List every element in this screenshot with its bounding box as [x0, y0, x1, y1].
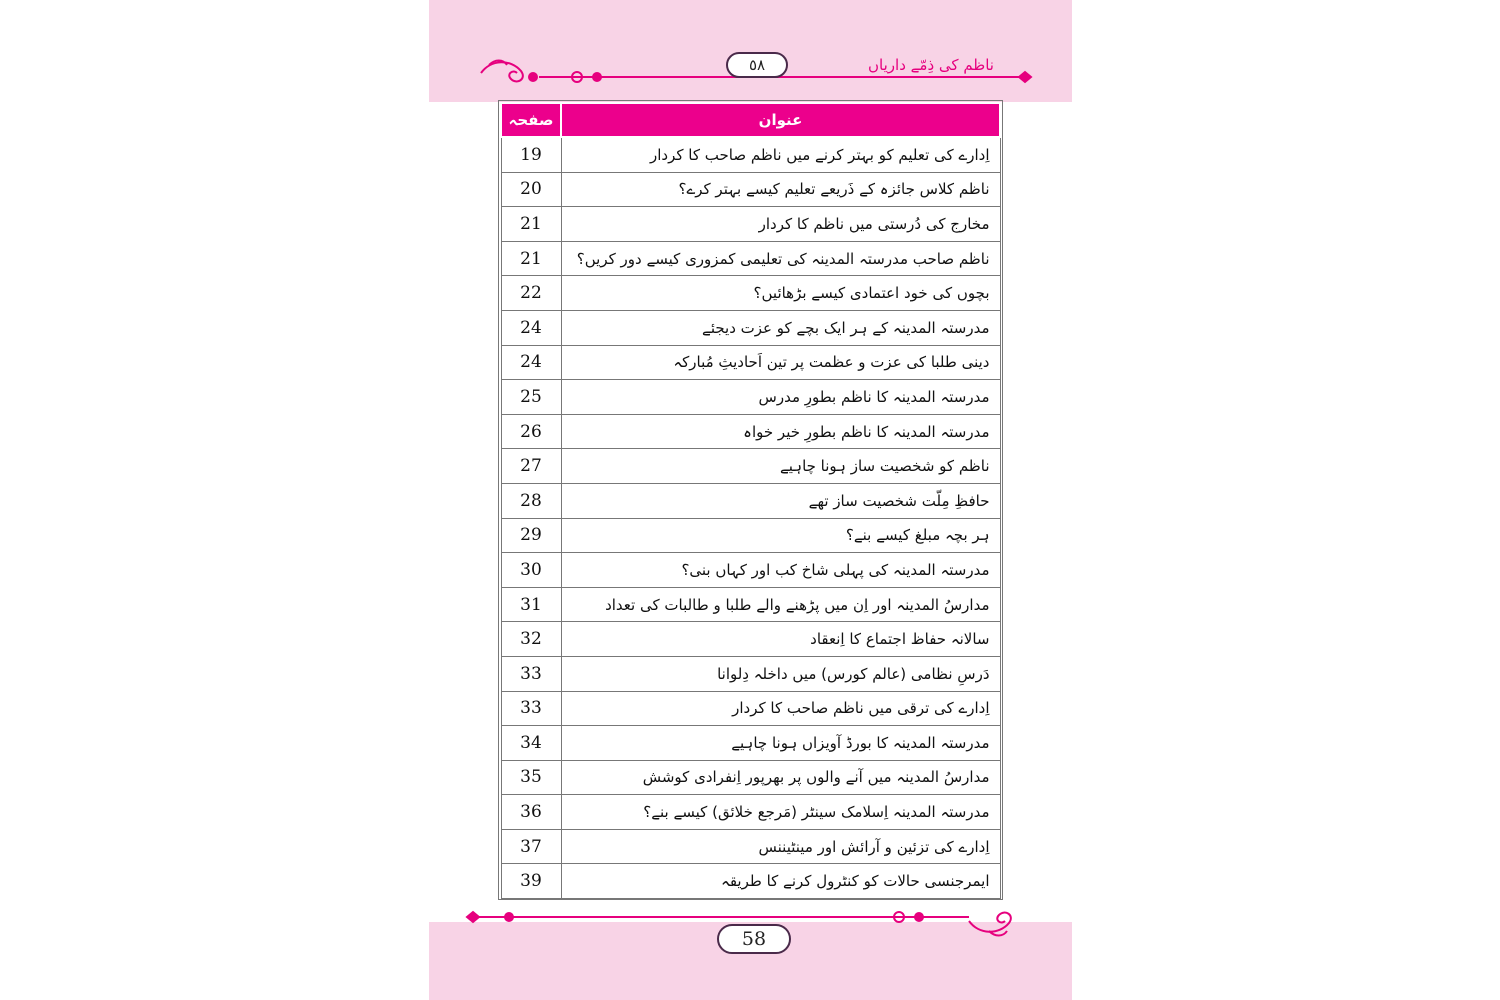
row-page-number: 28	[501, 483, 561, 518]
row-page-number: 35	[501, 760, 561, 795]
row-title: مدرستہ المدینہ کے ہر ایک بچے کو عزت دیجئے	[561, 310, 1000, 345]
row-title: مدرستہ المدینہ کا ناظم بطورِ مدرس	[561, 380, 1000, 415]
row-title: اِدارے کی تعلیم کو بہتر کرنے میں ناظم صاحب کا کردار	[561, 137, 1000, 172]
row-title: دینی طلبا کی عزت و عظمت پر تین اَحادیثِ مُبارکہ	[561, 345, 1000, 380]
table-row	[501, 726, 1000, 761]
row-page-number: 32	[501, 622, 561, 657]
table-row	[501, 656, 1000, 691]
row-title: بچوں کی خود اعتمادی کیسے بڑھائیں؟	[561, 276, 1000, 311]
row-title: ہر بچہ مبلغ کیسے بنے؟	[561, 518, 1000, 553]
row-page-number: 21	[501, 241, 561, 276]
row-page-number: 22	[501, 276, 561, 311]
row-title: اِدارے کی ترقی میں ناظم صاحب کا کردار	[561, 691, 1000, 726]
table-row	[501, 622, 1000, 657]
row-page-number: 39	[501, 864, 561, 899]
row-page-number: 34	[501, 726, 561, 761]
row-page-number: 31	[501, 587, 561, 622]
row-title: ناظم کو شخصیت ساز ہونا چاہیے	[561, 449, 1000, 484]
table-row	[501, 137, 1000, 172]
table-row	[501, 310, 1000, 345]
row-title: ناظم صاحب مدرستہ المدینہ کی تعلیمی کمزوری کیسے دور کریں؟	[561, 241, 1000, 276]
row-page-number: 25	[501, 380, 561, 415]
book-page	[429, 0, 1072, 1000]
row-title: مدارسُ المدینہ میں آنے والوں پر بھرپور اِنفرادی کوشش	[561, 760, 1000, 795]
table-row	[501, 207, 1000, 242]
table-row	[501, 172, 1000, 207]
row-title: مدرستہ المدینہ اِسلامک سینٹر (مَرجع خلائق) کیسے بنے؟	[561, 795, 1000, 830]
table-row	[501, 276, 1000, 311]
row-title: ایمرجنسی حالات کو کنٹرول کرنے کا طریقہ	[561, 864, 1000, 899]
row-title: سالانہ حفاظ اجتماع کا اِنعقاد	[561, 622, 1000, 657]
table-row	[501, 553, 1000, 588]
header-page-number: ٥٨	[726, 52, 788, 78]
row-page-number: 26	[501, 414, 561, 449]
row-page-number: 37	[501, 829, 561, 864]
table-row	[501, 241, 1000, 276]
table-header-row	[501, 103, 1000, 137]
table-row	[501, 829, 1000, 864]
row-title: مدارسُ المدینہ اور اِن میں پڑھنے والے طلبا و طالبات کی تعداد	[561, 587, 1000, 622]
row-title: اِدارے کی تزئین و آرائش اور مینٹیننس	[561, 829, 1000, 864]
row-title: مدرستہ المدینہ کا ناظم بطورِ خیر خواہ	[561, 414, 1000, 449]
row-page-number: 24	[501, 345, 561, 380]
row-page-number: 33	[501, 691, 561, 726]
table-row	[501, 864, 1000, 899]
table-row	[501, 795, 1000, 830]
row-title: مدرستہ المدینہ کا بورڈ آویزاں ہونا چاہیے	[561, 726, 1000, 761]
table-row	[501, 483, 1000, 518]
table-row	[501, 449, 1000, 484]
row-page-number: 33	[501, 656, 561, 691]
row-page-number: 29	[501, 518, 561, 553]
row-page-number: 19	[501, 137, 561, 172]
table-row	[501, 691, 1000, 726]
footer-page-number: 58	[717, 924, 791, 954]
row-page-number: 24	[501, 310, 561, 345]
title-column-header: عنوان	[561, 103, 1000, 137]
table-row	[501, 518, 1000, 553]
contents-table	[500, 102, 1001, 899]
table-row	[501, 414, 1000, 449]
table-row	[501, 760, 1000, 795]
row-page-number: 20	[501, 172, 561, 207]
row-title: مخارج کی دُرستی میں ناظم کا کردار	[561, 207, 1000, 242]
row-title: ناظم کلاس جائزہ کے ذَریعے تعلیم کیسے بہتر کرے؟	[561, 172, 1000, 207]
row-page-number: 27	[501, 449, 561, 484]
row-title: دَرسِ نظامی (عالم کورس) میں داخلہ دِلوانا	[561, 656, 1000, 691]
table-row	[501, 587, 1000, 622]
row-title: حافظِ مِلّت شخصیت ساز تھے	[561, 483, 1000, 518]
row-page-number: 30	[501, 553, 561, 588]
table-row	[501, 345, 1000, 380]
running-header-title: ناظم کی ذِمّے داریاں	[868, 56, 994, 74]
table-row	[501, 380, 1000, 415]
row-page-number: 36	[501, 795, 561, 830]
row-page-number: 21	[501, 207, 561, 242]
page-column-header: صفحہ	[501, 103, 561, 137]
row-title: مدرستہ المدینہ کی پہلی شاخ کب اور کہاں بنی؟	[561, 553, 1000, 588]
